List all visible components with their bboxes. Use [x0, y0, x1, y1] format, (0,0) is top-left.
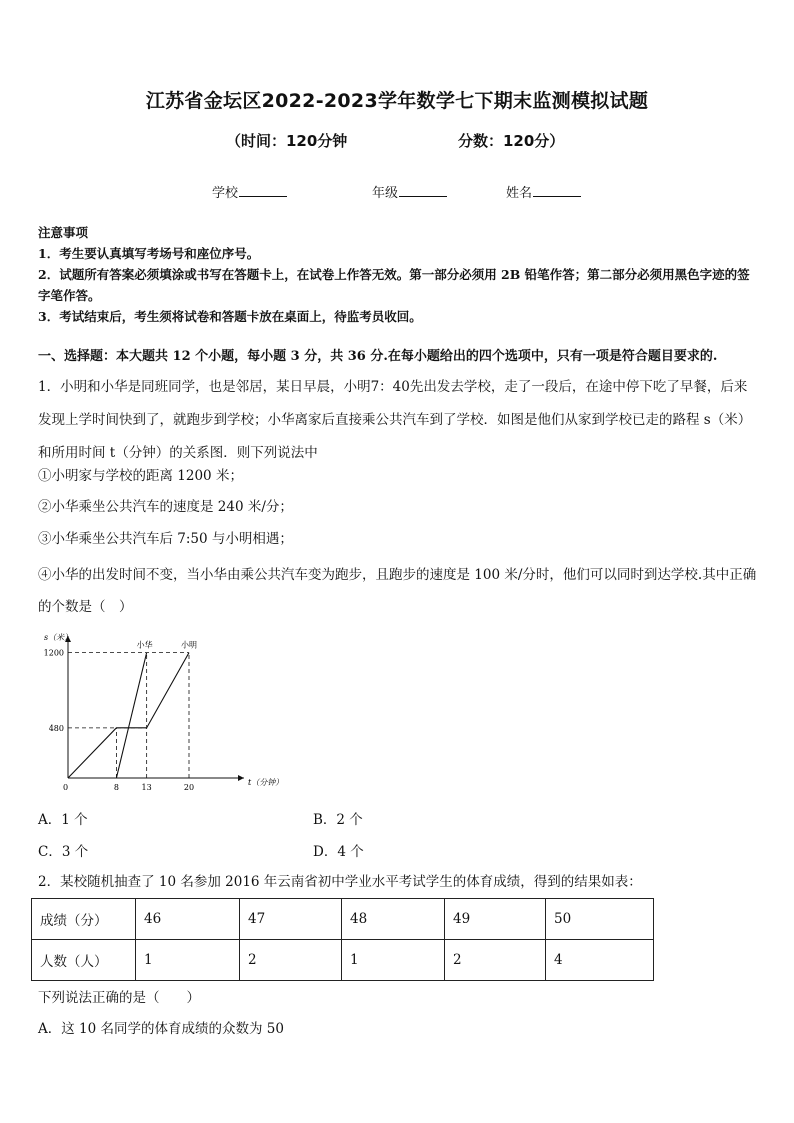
exam-time: （时间：120分钟	[226, 132, 348, 150]
x-axis-label: t（分钟）	[248, 778, 284, 787]
q1-statement-1: ①小明家与学校的距离 1200 米；	[38, 468, 243, 484]
q1-statement-2: ②小华乘坐公共汽车的速度是 240 米/分；	[38, 499, 293, 515]
series-line-xiaohua	[116, 653, 146, 778]
q1-option-b[interactable]: B．2 个	[313, 812, 363, 828]
distance-time-chart	[36, 630, 286, 800]
y-tick-label: 1200	[43, 648, 64, 658]
q1-option-c[interactable]: C．3 个	[38, 844, 89, 860]
name-label: 姓名	[506, 186, 533, 201]
table-cell: 46	[136, 899, 240, 940]
table-cell: 人数（人）	[32, 940, 136, 981]
q2-option-a[interactable]: A．这 10 名同学的体育成绩的众数为 50	[38, 1021, 284, 1037]
exam-score: 分数：120分）	[458, 132, 565, 150]
y-tick-label: 480	[48, 723, 64, 733]
grade-field	[372, 182, 447, 201]
origin-label: 0	[63, 783, 69, 792]
page-title: 江苏省金坛区2022-2023学年数学七下期末监测模拟试题	[145, 90, 649, 112]
grade-label: 年级	[372, 186, 399, 201]
grade-blank	[399, 185, 447, 197]
table-cell: 4	[546, 940, 654, 981]
table-cell: 1	[136, 940, 240, 981]
section-heading: 一、选择题：本大题共 12 个小题，每小题 3 分，共 36 分.在每小题给出的四个选项中，只有一项是符合题目要求的.	[38, 349, 718, 364]
school-blank	[239, 185, 287, 197]
table-cell: 47	[240, 899, 342, 940]
q1-option-d[interactable]: D．4 个	[313, 844, 364, 860]
series-line-xiaoming	[68, 653, 189, 778]
school-field	[212, 182, 287, 201]
question-2-stem: 2．某校随机抽查了 10 名参加 2016 年云南省初中学业水平考试学生的体育成绩，得到的结果如表：	[38, 874, 642, 890]
table-row	[32, 899, 654, 940]
series-label: 小华	[136, 640, 153, 650]
y-axis-label: s（米）	[44, 633, 73, 642]
table-row	[32, 940, 654, 981]
name-field	[506, 182, 581, 201]
table-cell: 50	[546, 899, 654, 940]
q1-statement-3: ③小华乘坐公共汽车后 7:50 与小明相遇；	[38, 531, 293, 547]
table-cell: 2	[445, 940, 546, 981]
q1-option-a[interactable]: A．1 个	[38, 812, 88, 828]
table-cell: 48	[342, 899, 445, 940]
series-label: 小明	[181, 640, 197, 650]
score-table	[31, 898, 654, 981]
x-tick-label: 8	[113, 783, 119, 792]
notice-heading: 注意事项	[38, 225, 89, 240]
notice-item: 2．试题所有答案必须填涂或书写在答题卡上，在试卷上作答无效。第一部分必须用 2B 铅笔作答；第二部分必须用黑色字迹的签字笔作答。	[38, 267, 750, 303]
x-tick-label: 20	[183, 783, 195, 792]
notice-block	[38, 222, 758, 327]
notice-item: 3．考试结束后，考生须将试卷和答题卡放在桌面上，待监考员收回。	[38, 309, 422, 324]
table-cell: 49	[445, 899, 546, 940]
school-label: 学校	[212, 186, 239, 201]
table-cell: 1	[342, 940, 445, 981]
table-cell: 成绩（分）	[32, 899, 136, 940]
q1-statement-4: ④小华的出发时间不变，当小华由乘公共汽车变为跑步，且跑步的速度是 100 米/分时，他们可以同时到达学校.其中正确的个数是（ ）	[38, 567, 757, 615]
question-2-prompt: 下列说法正确的是（ ）	[38, 990, 200, 1006]
notice-item: 1．考生要认真填写考场号和座位序号。	[38, 246, 260, 261]
name-blank	[533, 185, 581, 197]
table-cell: 2	[240, 940, 342, 981]
question-1-stem: 1．小明和小华是同班同学，也是邻居，某日早晨，小明7：40先出发去学校，走了一段后，在途中停下吃了早餐，后来发现上学时间快到了，就跑步到学校；小华离家后直接乘公共汽车到了学校．如图是他们从家到学校已走的路程 s（米）和所用时间 t（分钟）的关系图．则下列说法中	[38, 379, 752, 461]
x-tick-label: 13	[141, 783, 152, 792]
